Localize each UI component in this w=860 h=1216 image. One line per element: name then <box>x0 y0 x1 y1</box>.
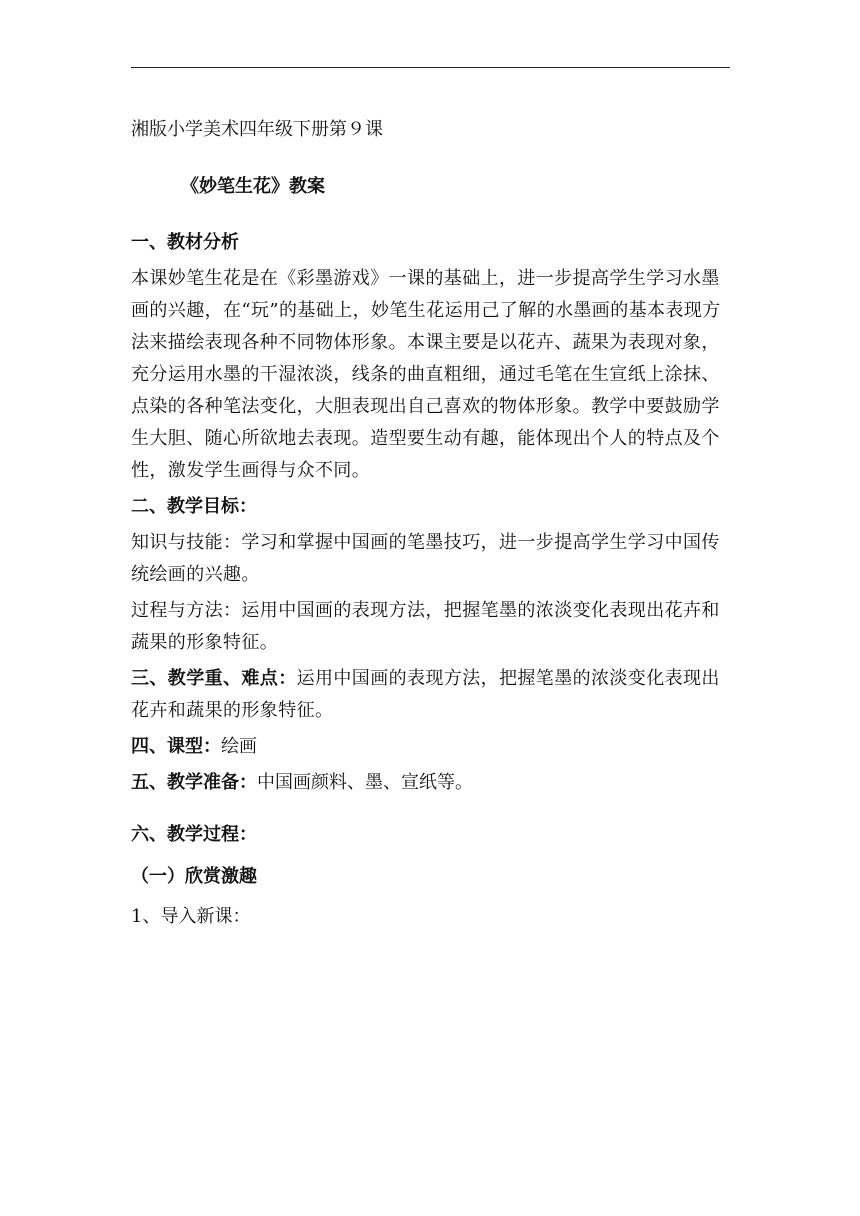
section-6-item-1: 1、导入新课： <box>131 906 251 927</box>
section-4-heading: 四、课型： <box>131 736 221 757</box>
section-6-heading: 六、教学过程： <box>131 824 257 845</box>
section-5-heading: 五、教学准备： <box>131 772 257 793</box>
section-4 <box>131 731 731 763</box>
section-3 <box>131 663 731 727</box>
section-2-goal-2: 过程与方法：运用中国画的表现方法，把握笔墨的浓淡变化表现出花卉和蔬果的形象特征。 <box>131 600 720 653</box>
section-2-goal-1: 知识与技能：学习和掌握中国画的笔墨技巧，进一步提高学生学习中国传统绘画的兴趣。 <box>131 532 720 585</box>
section-1-body: 本课妙笔生花是在《彩墨游戏》一课的基础上，进一步提高学生学习水墨画的兴趣，在“玩”的基础上，妙笔生花运用己了解的水墨画的基本表现方法来描绘表现各种不同物体形象。本课主要是以花卉、蔬果为表现对象，充分运用水墨的干湿浓淡，线条的曲直粗细，通过毛笔在生宣纸上涂抹、点染的各种笔法变化，大胆表现出自己喜欢的物体形象。教学中要鼓励学生大胆、随心所欲地去表现。造型要生动有趣，能体现出个人的特点及个性，激发学生画得与众不同。 <box>131 268 721 481</box>
document-title: 《妙笔生花》教案 <box>181 176 325 197</box>
section-1-heading: 一、教材分析 <box>131 232 239 253</box>
section-4-body: 绘画 <box>221 736 257 757</box>
section-5 <box>131 767 731 799</box>
header-line: 湘版小学美术四年级下册第９课 <box>131 119 383 140</box>
section-5-body: 中国画颜料、墨、宣纸等。 <box>257 772 473 793</box>
section-3-heading: 三、教学重、难点： <box>131 668 297 689</box>
section-2-heading: 二、教学目标： <box>131 496 257 517</box>
document-body <box>131 114 731 933</box>
header-rule <box>131 67 730 68</box>
section-3-body: 运用中国画的表现方法，把握笔墨的浓淡变化表现出花卉和蔬果的形象特征。 <box>131 668 720 721</box>
section-6-subheading: （一）欣赏激趣 <box>131 866 257 887</box>
